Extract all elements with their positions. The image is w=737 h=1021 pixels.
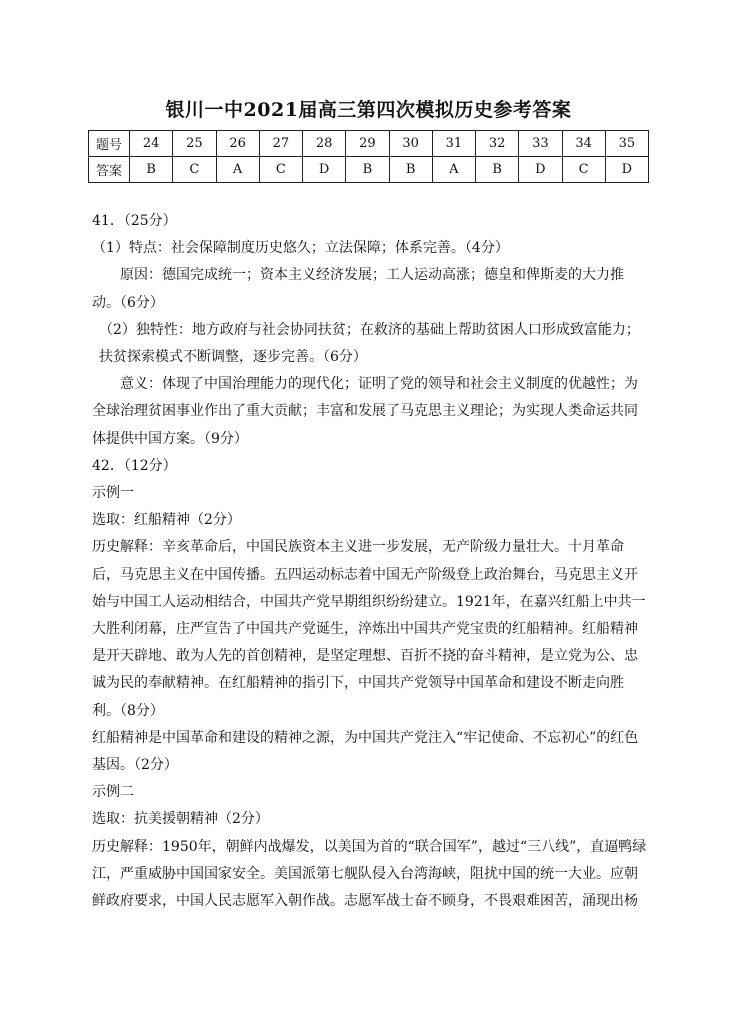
answer-cell: B [130, 157, 173, 183]
answer-body [92, 208, 648, 915]
document-title: 银川一中2021届高三第四次模拟历史参考答案 [165, 99, 572, 121]
question-number-cell: 27 [259, 131, 302, 157]
question-number-label: 题号 [89, 131, 130, 157]
question-number-cell: 35 [605, 131, 648, 157]
answer-cell: D [303, 157, 346, 183]
q41-part1-reasons: 原因：德国完成统一；资本主义经济发展；工人运动高涨；德皇和俾斯麦的大力推动。（6分） [92, 267, 624, 311]
question-number-cell: 24 [130, 131, 173, 157]
answer-cell: A [432, 157, 475, 183]
example-one-explanation: 历史解释：辛亥革命后，中国民族资本主义进一步发展，无产阶级力量壮大。十月革命后，马克思主义在中国传播。五四运动标志着中国无产阶级登上政治舞台，马克思主义开始与中国工人运动相结合，中国共产党早期组织纷纷建立。1921年，在嘉兴红船上中共一大胜利闭幕，庄严宣告了中国共产党诞生，淬炼出中国共产党宝贵的红船精神。红船精神是开天辟地、敢为人先的首创精神，是坚定理想、百折不挠的奋斗精神，是立党为公、忠诚为民的奉献精神。在红船精神的指引下，中国共产党领导中国革命和建设不断走向胜利。（8分） [92, 539, 646, 719]
example-one-conclusion: 红船精神是中国革命和建设的精神之源，为中国共产党注入“牢记使命、不忘初心”的红色基因。（2分） [92, 729, 639, 774]
q41-part2-uniqueness: （2）独特性：地方政府与社会协同扶贫；在救济的基础上帮助贫困人口形成致富能力；扶贫探索模式不断调整，逐步完善。（6分） [99, 321, 640, 366]
question-number-cell: 32 [476, 131, 519, 157]
answer-cell: A [216, 157, 259, 183]
question-number-cell: 33 [519, 131, 562, 157]
answer-cell: B [346, 157, 389, 183]
question-number-cell: 25 [173, 131, 216, 157]
question-number-cell: 29 [346, 131, 389, 157]
question-number-row [89, 131, 649, 157]
answer-label: 答案 [89, 157, 130, 183]
section-heading-41: 41．（25分） [92, 213, 177, 229]
question-number-cell: 28 [303, 131, 346, 157]
section-heading-42: 42．（12分） [92, 457, 177, 474]
question-number-cell: 31 [432, 131, 475, 157]
example-one-heading: 示例一 [92, 485, 134, 502]
answer-cell: B [389, 157, 432, 183]
answer-cell: B [476, 157, 519, 183]
example-two-heading: 示例二 [92, 784, 134, 801]
answer-cell: D [605, 157, 648, 183]
example-one-selection: 选取：红船精神（2分） [92, 512, 241, 529]
answer-row [89, 157, 649, 183]
q41-part1-features: （1）特点：社会保障制度历史悠久；立法保障；体系完善。（4分） [92, 240, 509, 257]
answer-table [88, 130, 649, 183]
answer-cell: C [562, 157, 605, 183]
q41-part2-significance: 意义：体现了中国治理能力的现代化；证明了党的领导和社会主义制度的优越性；为全球治理贫困事业作出了重大贡献；丰富和发展了马克思主义理论；为实现人类命运共同体提供中国方案。（9分） [92, 376, 638, 447]
answer-cell: C [259, 157, 302, 183]
example-two-explanation: 历史解释：1950年，朝鲜内战爆发，以美国为首的“联合国军”，越过“三八线”，直逼鸭绿江，严重威胁中国国家安全。美国派第七舰队侵入台湾海峡，阻扰中国的统一大业。应朝鲜政府要求，中国人民志愿军入朝作战。志愿军战士奋不顾身，不畏艰难困苦，涌现出杨 [92, 838, 647, 910]
question-number-cell: 30 [389, 131, 432, 157]
answer-cell: C [173, 157, 216, 183]
question-number-cell: 34 [562, 131, 605, 157]
example-two-selection: 选取：抗美援朝精神（2分） [92, 811, 269, 828]
question-number-cell: 26 [216, 131, 259, 157]
answer-cell: D [519, 157, 562, 183]
